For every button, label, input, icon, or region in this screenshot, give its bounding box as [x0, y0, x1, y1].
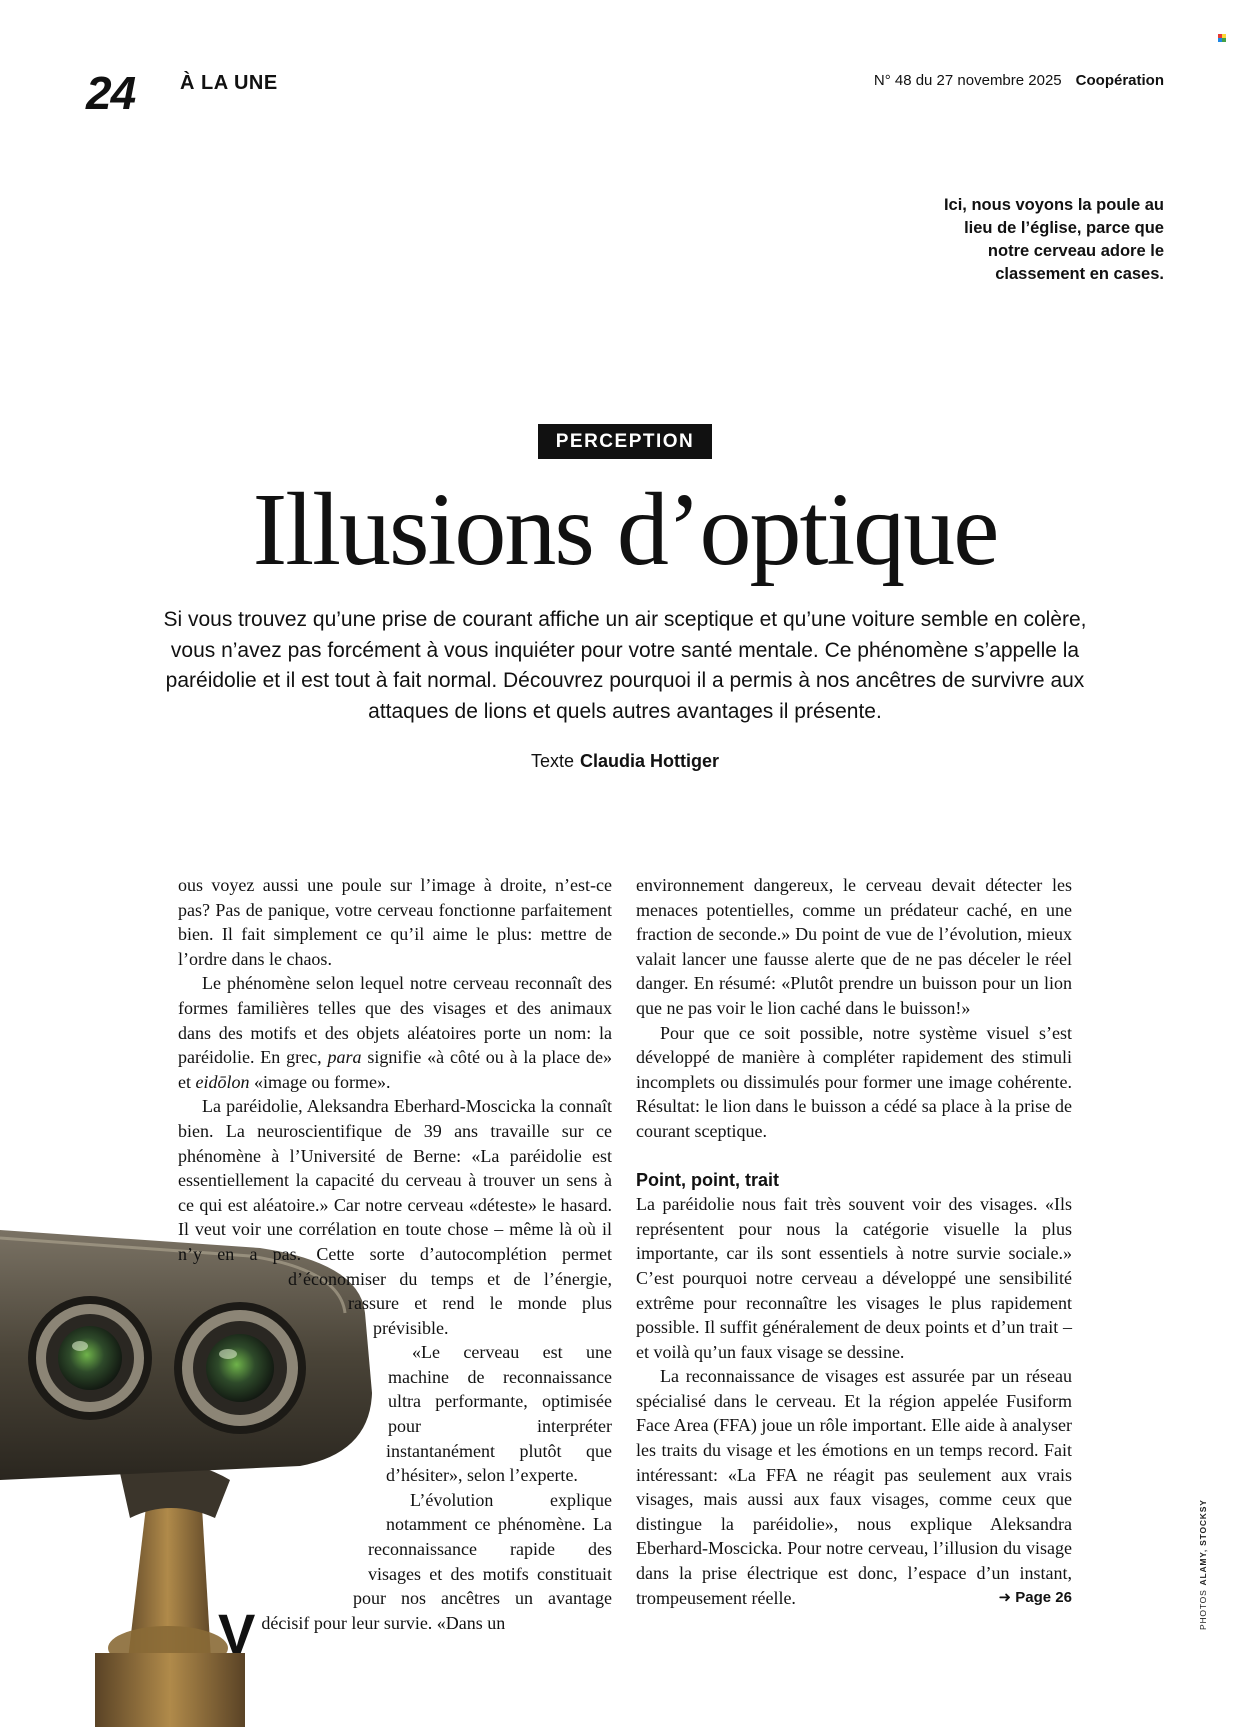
photo-credit-names: ALAMY, STOCKSY: [1198, 1499, 1208, 1586]
color-register-marks: [1218, 34, 1226, 42]
paragraph: environnement dangereux, le cerveau devait détecter les menaces potentielles, comme un prédateur caché, en une fraction de seconde.» Du point de vue de l’évolution, mieux valait lancer une fausse alerte que de ne pas déceler le réel danger. En résumé: «Plutôt prendre un buisson pour un lion que ne pas voir le lion caché dans le buisson!»: [636, 875, 1072, 1018]
publication-name: Coopération: [1075, 72, 1164, 89]
byline-label: Texte: [530, 751, 574, 771]
subheading: Point, point, trait: [636, 1169, 779, 1190]
author-name: Claudia Hottiger: [580, 751, 720, 771]
paragraph-intro-text: ous voyez aussi une poule sur l’image à droite, n’est-ce pas? Pas de panique, votre cerveau fonctionne parfaitement bien. Il fait simplement ce qu’il aime le plus: mettre de l’ordre dans le chaos.: [178, 875, 612, 969]
byline: [0, 751, 1250, 772]
paragraph: [636, 1364, 1072, 1610]
photo-credit: [1198, 1499, 1208, 1630]
paragraph: La paréidolie, Aleksandra Eberhard-Moscicka la connaît bien. La neuroscientifique de 39 ans travaille sur ce phénomène à l’Université de Berne: «La paréidolie est essentiellement la capacité du cerveau à trouver un sens à ce qui est aléatoire.» Car notre cerveau «déteste» le hasard. Il veut voir une corrélation en toute chose – même là où il n’y en a pas. Cette sorte d’autocomplétion permet d’économiser du temps et de l’énergie, rassure et rend le monde plus prévisible.: [178, 1096, 612, 1338]
register-mark-green: [1222, 38, 1226, 42]
paragraph-text: Le phénomène selon lequel notre cerveau reconnaît des formes familières telles que des visages et des animaux dans des motifs et des objets aléatoires porte un nom: la paréidolie. En grec,: [178, 973, 612, 1068]
photo-credit-label: PHOTOS: [1198, 1589, 1208, 1630]
section-label: À LA UNE: [180, 72, 278, 94]
paragraph: «Le cerveau est une machine de reconnaissance ultra performante, optimisée pour interpréter instantanément plutôt que d’hésiter», selon l’experte.: [386, 1342, 612, 1486]
paragraph: L’évolution explique notamment ce phénomène. La reconnaissance rapide des visages et des motifs constituait pour nos ancêtres un avantage décisif pour leur survie. «Dans un: [261, 1489, 612, 1633]
drop-cap: V: [218, 1602, 256, 1665]
paragraph: La paréidolie nous fait très souvent voir des visages. «Ils représentent pour nous la catégorie visuelle la plus importante, car ils sont essentiels à notre survie sociale.» C’est pourquoi notre cerveau a développé une sensibilité extrême pour reconnaître les visages le plus rapidement possible. Il suffit généralement de deux points et d’un trait – et voilà qu’un faux visage se dessine.: [636, 1194, 1072, 1362]
continued-on-page-link[interactable]: ➜ Page 26: [998, 1588, 1072, 1606]
paragraph: [178, 971, 612, 1094]
paragraph-text: signifie «à côté ou à la place de» et: [178, 1047, 613, 1092]
greek-word: para: [327, 1047, 362, 1068]
article-column-right: [636, 873, 1072, 1610]
left-lens: [58, 1326, 122, 1390]
paragraph: Pour que ce soit possible, notre système visuel s’est développé de manière à compléter rapidement des stimuli incomplets ou dissimulés pour former une image cohérente. Résultat: le lion dans le buisson a cédé sa place à la prise de courant sceptique.: [636, 1022, 1072, 1141]
headline: Illusions d’optique: [252, 472, 998, 587]
issue-info: [874, 72, 1164, 89]
issue-number: N° 48 du 27 novembre 2025: [873, 72, 1062, 89]
photo-caption: Ici, nous voyons la poule au lieu de l’église, parce que notre cerveau adore le classement en cases.: [943, 196, 1164, 283]
page-number: 24: [86, 67, 136, 119]
lead-paragraph: Si vous trouvez qu’une prise de courant affiche un air sceptique et qu’une voiture semble en colère, vous n’avez pas forcément à vous inquiéter pour votre santé mentale. Ce phénomène s’appelle la paréidolie et il est tout à fait normal. Découvrez pourquoi il a permis à nos ancêtres de survivre aux attaques de lions et quels autres avantages il présente.: [163, 608, 1087, 723]
paragraph-text: «image ou forme».: [254, 1071, 391, 1092]
greek-word: eidōlon: [195, 1071, 250, 1092]
article-column-left: [178, 873, 612, 1680]
paragraph-text: La reconnaissance de visages est assurée par un réseau spécialisé dans le cerveau. Et la région appelée Fusiform Face Area (FFA) joue un rôle important. Elle aide à analyser les traits du visage et les émotions en un temps record. Fait intéressant: «La FFA ne réagit pas seulement aux vrais visages, mais aussi aux faux visages, comme ceux que distingue la paréidolie», nous explique Aleksandra Eberhard-Moscicka. Pour notre cerveau, l’illusion du visage dans la prise électrique est donc, l’espace d’un instant, trompeusement réelle.: [636, 1366, 1072, 1608]
kicker-label: PERCEPTION: [538, 424, 712, 459]
